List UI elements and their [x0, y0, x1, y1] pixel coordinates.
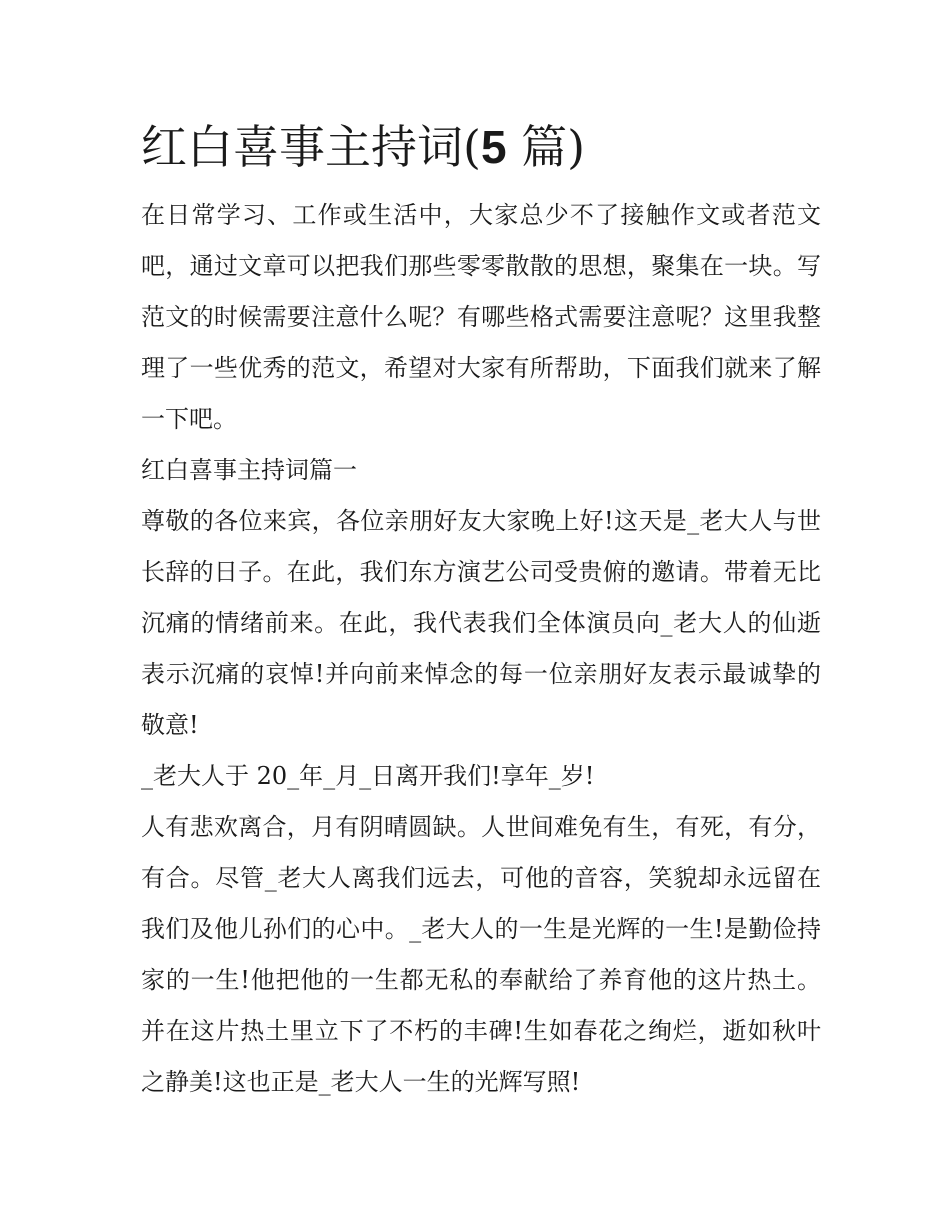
title-suffix: 篇) [506, 120, 586, 174]
document-page [141, 112, 821, 1108]
body-paragraph-1: 尊敬的各位来宾，各位亲朋好友大家晚上好!这天是_老大人与世长辞的日子。在此，我们东方演艺公司受贵俯的邀请。带着无比沉痛的情绪前来。在此，我代表我们全体演员向_老大人的仙逝表示沉痛的哀悼!并向前来悼念的每一位亲朋好友表示最诚挚的敬意! [141, 507, 821, 739]
body-paragraph-3: 人有悲欢离合，月有阴晴圆缺。人世间难免有生，有死，有分，有合。尽管_老大人离我们远去，可他的音容，笑貌却永远留在我们及他儿孙们的心中。_老大人的一生是光辉的一生!是勤俭持家的一生!他把他的一生都无私的奉献给了养育他的这片热土。并在这片热土里立下了不朽的丰碑!生如春花之绚烂，逝如秋叶之静美!这也正是_老大人一生的光辉写照! [141, 813, 821, 1096]
body-paragraph-2: _老大人于 20_年_月_日离开我们!享年_岁! [141, 762, 595, 790]
title-prefix: 红白喜事主持词( [141, 120, 481, 174]
document-title [141, 112, 821, 182]
section-heading: 红白喜事主持词篇一 [141, 456, 357, 484]
title-number: 5 [480, 121, 507, 173]
intro-paragraph: 在日常学习、工作或生活中，大家总少不了接触作文或者范文吧，通过文章可以把我们那些零零散散的思想，聚集在一块。写范文的时候需要注意什么呢？有哪些格式需要注意呢？这里我整理了一些优秀的范文，希望对大家有所帮助，下面我们就来了解一下吧。 [141, 201, 821, 433]
